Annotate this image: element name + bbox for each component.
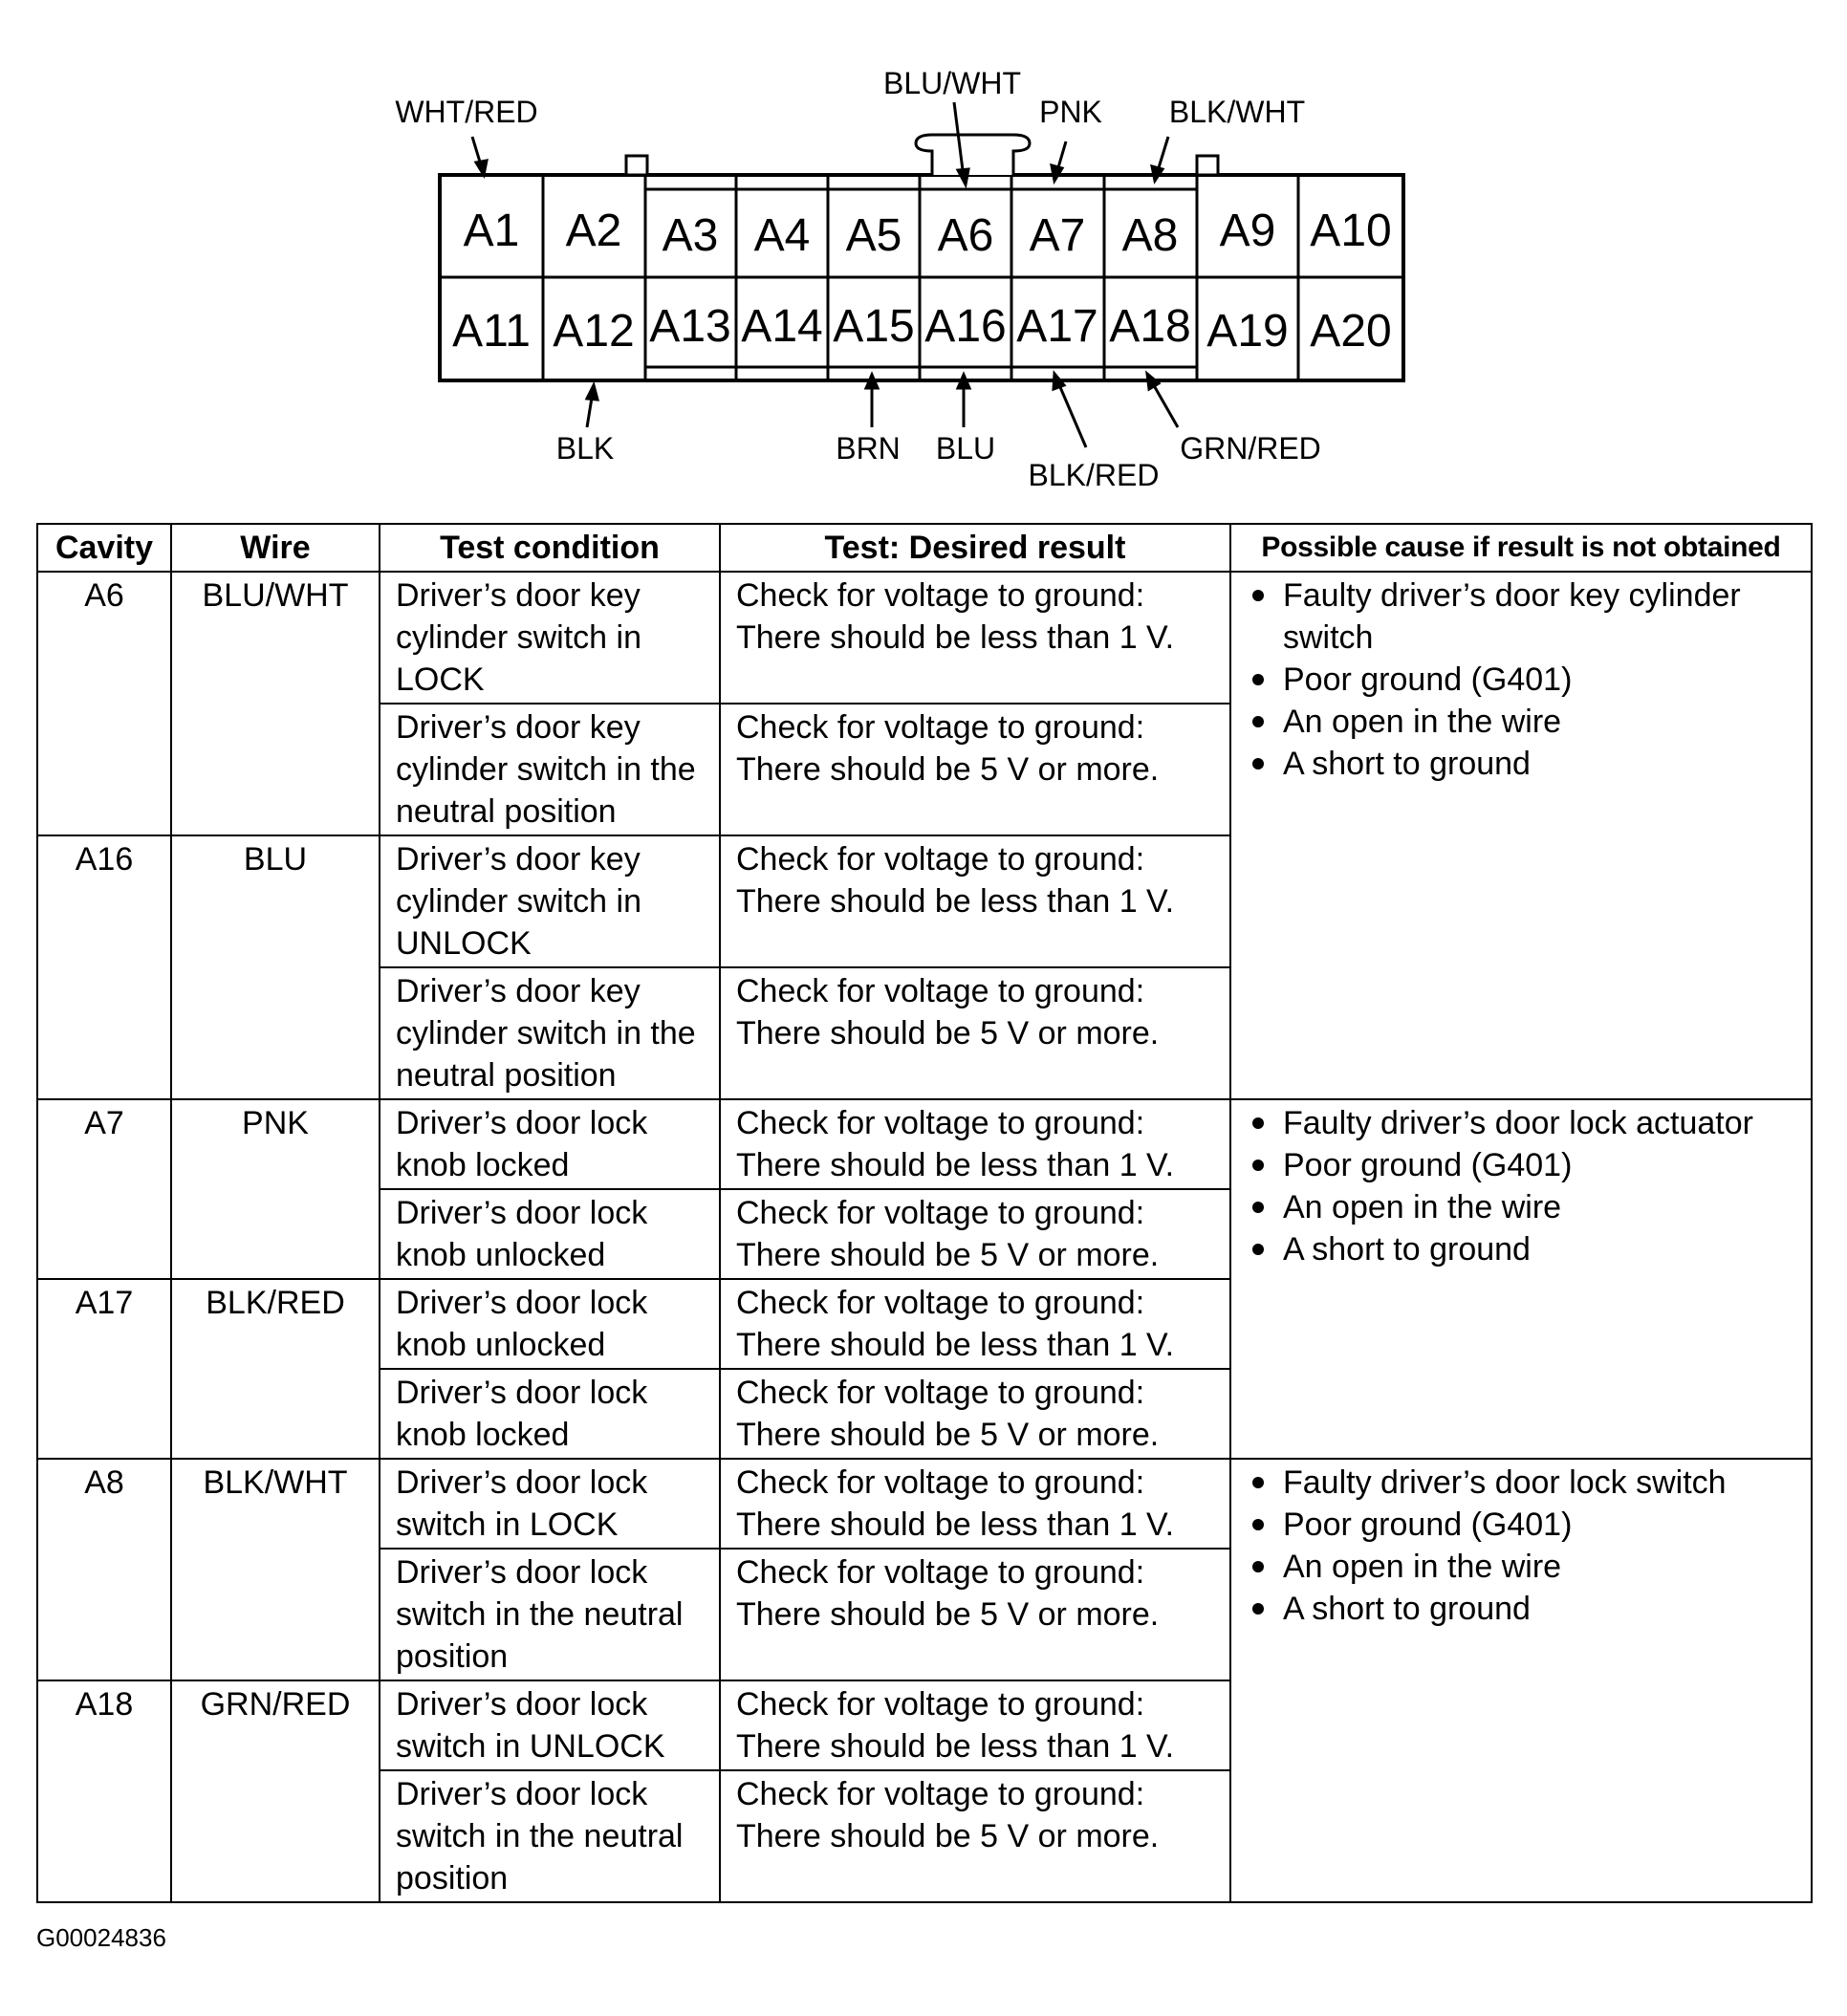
list-item: Poor ground (G401) — [1250, 1144, 1797, 1186]
list-item: Faulty driver’s door lock switch — [1250, 1462, 1797, 1504]
connector-pin-labels — [452, 206, 1392, 357]
result-cell: Check for voltage to ground: There should be less than 1 V. — [720, 1279, 1230, 1369]
pin-label: A6 — [937, 210, 994, 261]
cause-list — [1250, 1102, 1797, 1270]
wire-label-blk-wht: BLK/WHT — [1168, 95, 1306, 129]
list-item: Poor ground (G401) — [1250, 1504, 1797, 1546]
figure-id: G00024836 — [36, 1923, 166, 1952]
wire-label-blk: BLK — [555, 431, 615, 466]
condition-cell: Driver’s door lock switch in UNLOCK — [380, 1680, 720, 1770]
condition-cell: Driver’s door lock knob locked — [380, 1099, 720, 1189]
result-cell: Check for voltage to ground: There should be less than 1 V. — [720, 572, 1230, 704]
wire-cell: GRN/RED — [171, 1680, 380, 1902]
result-cell: Check for voltage to ground: There should be 5 V or more. — [720, 704, 1230, 835]
list-item: A short to ground — [1250, 1588, 1797, 1630]
pin-label: A11 — [452, 306, 531, 357]
pin-label: A17 — [1016, 301, 1098, 352]
wire-label-blu: BLU — [935, 431, 996, 466]
list-item: An open in the wire — [1250, 1186, 1797, 1228]
result-cell: Check for voltage to ground: There should be less than 1 V. — [720, 1680, 1230, 1770]
pin-label: A15 — [833, 301, 915, 352]
cavity-cell: A8 — [37, 1459, 171, 1680]
condition-cell: Driver’s door key cylinder switch in UNLOCK — [380, 835, 720, 967]
cause-cell — [1230, 1459, 1812, 1902]
wire-cell: PNK — [171, 1099, 380, 1279]
condition-cell: Driver’s door lock switch in LOCK — [380, 1459, 720, 1549]
result-cell: Check for voltage to ground: There should be 5 V or more. — [720, 1770, 1230, 1902]
pin-label: A4 — [753, 210, 811, 261]
cause-list — [1250, 1462, 1797, 1630]
wire-label-pnk: PNK — [1039, 95, 1102, 129]
table-row — [37, 1099, 1812, 1189]
condition-cell: Driver’s door lock knob locked — [380, 1369, 720, 1459]
result-cell: Check for voltage to ground: There should be 5 V or more. — [720, 967, 1230, 1099]
pin-label: A10 — [1310, 206, 1392, 256]
wire-label-grn-red: GRN/RED — [1180, 431, 1321, 466]
cause-list — [1250, 574, 1797, 785]
list-item: A short to ground — [1250, 1228, 1797, 1270]
list-item: An open in the wire — [1250, 1546, 1797, 1588]
wire-cell: BLK/WHT — [171, 1459, 380, 1680]
wire-leader-arrows — [472, 102, 1178, 447]
table-row — [37, 1459, 1812, 1549]
pin-label: A8 — [1121, 210, 1179, 261]
condition-cell: Driver’s door key cylinder switch in the neutral position — [380, 967, 720, 1099]
table-header-row — [37, 524, 1812, 572]
list-item: An open in the wire — [1250, 701, 1797, 743]
pin-label: A20 — [1310, 306, 1392, 357]
result-cell: Check for voltage to ground: There should be less than 1 V. — [720, 835, 1230, 967]
connector-latches — [626, 135, 1218, 175]
table-row — [37, 572, 1812, 704]
condition-cell: Driver’s door key cylinder switch in the neutral position — [380, 704, 720, 835]
wire-label-blu-wht: BLU/WHT — [883, 66, 1021, 100]
wire-label-blk-red: BLK/RED — [1028, 458, 1160, 492]
pin-label: A5 — [845, 210, 902, 261]
pin-label: A3 — [662, 210, 719, 261]
condition-cell: Driver’s door lock switch in the neutral position — [380, 1770, 720, 1902]
wire-label-wht-red: WHT/RED — [395, 95, 538, 129]
list-item: Faulty driver’s door lock actuator — [1250, 1102, 1797, 1144]
cavity-cell: A6 — [37, 572, 171, 835]
result-cell: Check for voltage to ground: There should be less than 1 V. — [720, 1459, 1230, 1549]
header-possible-cause: Possible cause if result is not obtained — [1230, 524, 1812, 572]
cavity-cell: A16 — [37, 835, 171, 1099]
wire-cell: BLU/WHT — [171, 572, 380, 835]
test-table — [36, 523, 1813, 1903]
pin-label: A18 — [1109, 301, 1191, 352]
result-cell: Check for voltage to ground: There should be 5 V or more. — [720, 1189, 1230, 1279]
pin-label: A1 — [463, 206, 520, 256]
pin-label: A7 — [1029, 210, 1086, 261]
result-cell: Check for voltage to ground: There should be less than 1 V. — [720, 1099, 1230, 1189]
pin-label: A13 — [649, 301, 731, 352]
list-item: Faulty driver’s door key cylinder switch — [1250, 574, 1797, 659]
condition-cell: Driver’s door lock knob unlocked — [380, 1189, 720, 1279]
pin-label: A12 — [553, 306, 635, 357]
cavity-cell: A7 — [37, 1099, 171, 1279]
header-wire: Wire — [171, 524, 380, 572]
condition-cell: Driver’s door key cylinder switch in LOCK — [380, 572, 720, 704]
header-desired-result: Test: Desired result — [720, 524, 1230, 572]
pin-label: A19 — [1206, 306, 1289, 357]
cavity-cell: A18 — [37, 1680, 171, 1902]
result-cell: Check for voltage to ground: There should be 5 V or more. — [720, 1369, 1230, 1459]
pin-label: A2 — [565, 206, 622, 256]
header-cavity: Cavity — [37, 524, 171, 572]
connector-diagram — [0, 0, 1847, 516]
cause-cell — [1230, 1099, 1812, 1459]
list-item: Poor ground (G401) — [1250, 659, 1797, 701]
list-item: A short to ground — [1250, 743, 1797, 785]
wire-label-brn: BRN — [836, 431, 901, 466]
pin-label: A9 — [1219, 206, 1276, 256]
pin-label: A16 — [924, 301, 1007, 352]
cause-cell — [1230, 572, 1812, 1099]
wire-cell: BLU — [171, 835, 380, 1099]
cavity-cell: A17 — [37, 1279, 171, 1459]
pin-label: A14 — [741, 301, 823, 352]
condition-cell: Driver’s door lock switch in the neutral position — [380, 1549, 720, 1680]
condition-cell: Driver’s door lock knob unlocked — [380, 1279, 720, 1369]
result-cell: Check for voltage to ground: There should be 5 V or more. — [720, 1549, 1230, 1680]
header-test-condition: Test condition — [380, 524, 720, 572]
wire-cell: BLK/RED — [171, 1279, 380, 1459]
